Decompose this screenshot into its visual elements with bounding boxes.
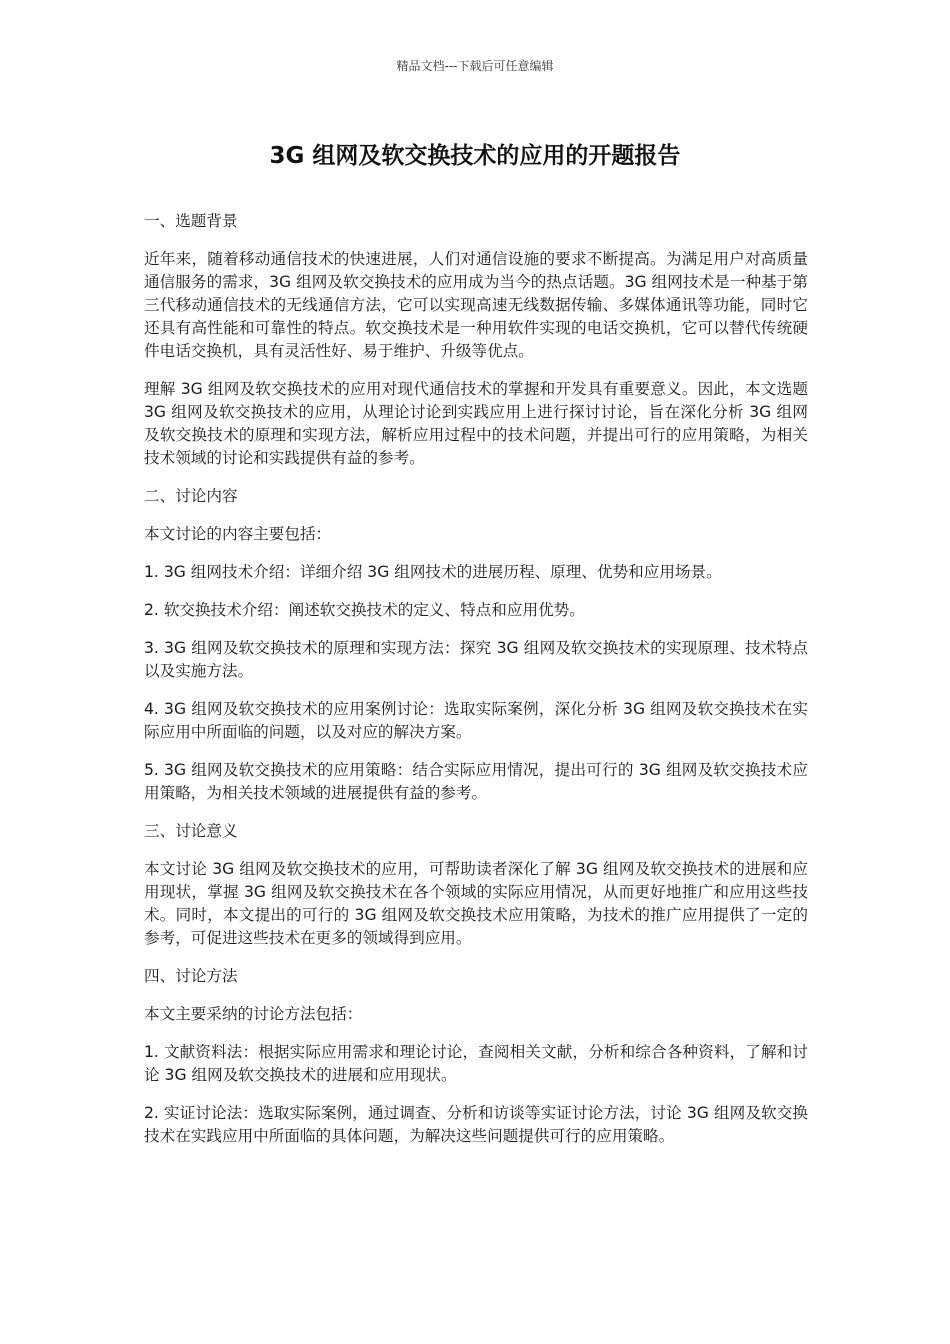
- section-heading-methods: 四、讨论方法: [144, 967, 238, 985]
- list-item-content-5: 5. 3G 组网及软交换技术的应用策略：结合实际应用情况，提出可行的 3G 组网及软交换技术应用策略，为相关技术领域的进展提供有益的参考。: [144, 761, 808, 802]
- list-item-content-1: 1. 3G 组网技术介绍：详细介绍 3G 组网技术的进展历程、原理、优势和应用场景。: [144, 563, 722, 581]
- header-note: 精品文档---下载后可任意编辑: [396, 59, 554, 73]
- list-item-content-2: 2. 软交换技术介绍：阐述软交换技术的定义、特点和应用优势。: [144, 601, 585, 619]
- section-heading-significance: 三、讨论意义: [144, 822, 238, 840]
- list-item-content-4: 4. 3G 组网及软交换技术的应用案例讨论：选取实际案例，深化分析 3G 组网及软交换技术在实际应用中所面临的问题，以及对应的解决方案。: [144, 700, 808, 741]
- paragraph-background-1: 近年来，随着移动通信技术的快速进展，人们对通信设施的要求不断提高。为满足用户对高质量通信服务的需求，3G 组网及软交换技术的应用成为当今的热点话题。3G 组网技术是一种基于第三代移动通信技术的无线通信方法，它可以实现高速无线数据传输、多媒体通讯等功能，同时它还具有高性能和可靠性的特点。软交换技术是一种用软件实现的电话交换机，它可以替代传统硬件电话交换机，具有灵活性好、易于维护、升级等优点。: [144, 250, 808, 360]
- paragraph-background-2: 理解 3G 组网及软交换技术的应用对现代通信技术的掌握和开发具有重要意义。因此，本文选题 3G 组网及软交换技术的应用，从理论讨论到实践应用上进行探讨讨论，旨在深化分析 3G 组网及软交换技术的原理和实现方法，解析应用过程中的技术问题，并提出可行的应用策略，为相关技术领域的讨论和实践提供有益的参考。: [144, 380, 808, 467]
- list-item-method-2: 2. 实证讨论法：选取实际案例，通过调查、分析和访谈等实证讨论方法，讨论 3G 组网及软交换技术在实践应用中所面临的具体问题，为解决这些问题提供可行的应用策略。: [144, 1104, 808, 1145]
- document-body: [144, 210, 808, 1163]
- paragraph-content-intro: 本文讨论的内容主要包括：: [144, 525, 332, 543]
- list-item-method-1: 1. 文献资料法：根据实际应用需求和理论讨论，查阅相关文献，分析和综合各种资料，了解和讨论 3G 组网及软交换技术的进展和应用现状。: [144, 1043, 808, 1084]
- section-heading-content: 二、讨论内容: [144, 487, 238, 505]
- page-title: 3G 组网及软交换技术的应用的开题报告: [269, 143, 681, 169]
- list-item-content-3: 3. 3G 组网及软交换技术的原理和实现方法：探究 3G 组网及软交换技术的实现原理、技术特点以及实施方法。: [144, 639, 808, 680]
- paragraph-significance: 本文讨论 3G 组网及软交换技术的应用，可帮助读者深化了解 3G 组网及软交换技术的进展和应用现状，掌握 3G 组网及软交换技术在各个领域的实际应用情况，从而更好地推广和应用这些技术。同时，本文提出的可行的 3G 组网及软交换技术应用策略，为技术的推广应用提供了一定的参考，可促进这些技术在更多的领域得到应用。: [144, 860, 808, 947]
- section-heading-background: 一、选题背景: [144, 212, 238, 230]
- paragraph-methods-intro: 本文主要采纳的讨论方法包括：: [144, 1005, 363, 1023]
